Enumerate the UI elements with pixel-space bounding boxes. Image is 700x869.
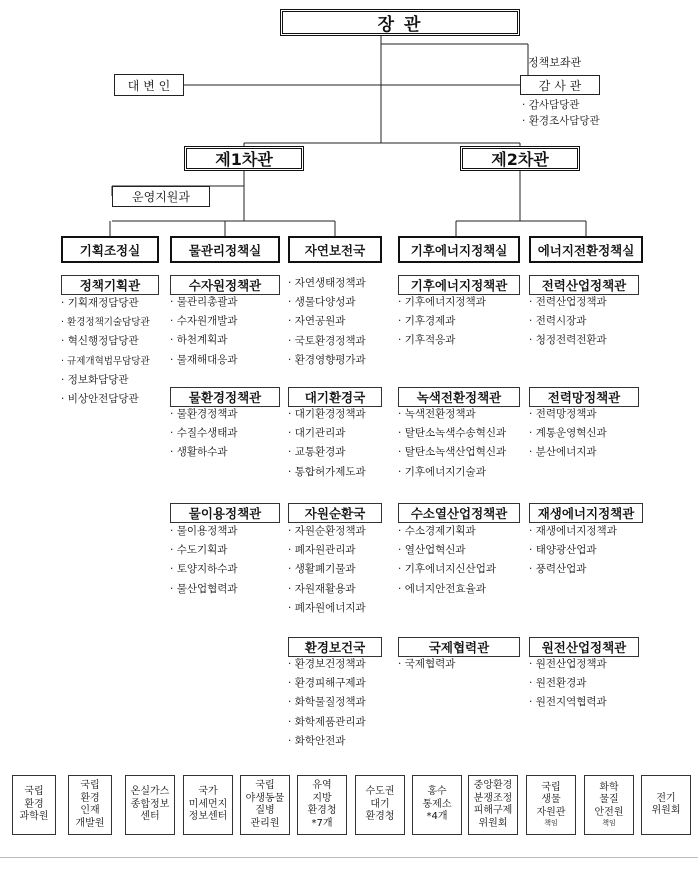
bureau-green-transition-items [398, 405, 506, 482]
bureau-resource-circulation-items [288, 522, 366, 618]
policy-advisor: 정책보좌관 [528, 56, 582, 69]
office-water: 물관리정책실 [170, 236, 280, 263]
agency-box: 중앙환경 분쟁조정 피해구제 위원회 [468, 775, 518, 835]
list-item: · 태양광산업과 [529, 541, 617, 560]
list-item: · 감사담당관 [522, 97, 600, 113]
list-item: · 기후에너지정책과 [398, 293, 486, 312]
bureau-water-resources: 수자원정책관 [170, 275, 280, 295]
bureau-hydrogen-heat: 수소열산업정책관 [398, 503, 520, 523]
bureau-water-use: 물이용정책관 [170, 503, 280, 523]
list-item: · 수소경제기획과 [398, 522, 496, 541]
list-item: · 청정전력전환과 [529, 331, 607, 350]
bureau-renewable-energy-items [529, 522, 617, 580]
list-item: · 풍력산업과 [529, 560, 617, 579]
list-item: · 혁신행정담당관 [61, 332, 150, 351]
list-item: · 환경피해구제과 [288, 674, 366, 693]
office-energy-transition: 에너지전환정책실 [529, 236, 643, 263]
bureau-env-health: 환경보건국 [288, 637, 382, 657]
list-item: · 교통환경과 [288, 443, 366, 462]
list-item: · 물산업협력과 [170, 580, 238, 599]
list-item: · 물환경정책과 [170, 405, 238, 424]
bureau-intl-cooperation-items [398, 655, 455, 674]
bureau-air-items [288, 405, 366, 482]
list-item: · 자연생태정책과 [288, 274, 366, 293]
list-item: · 환경영향평가과 [288, 351, 366, 370]
office-planning: 기획조정실 [61, 236, 159, 263]
office-climate-energy: 기후에너지정책실 [398, 236, 520, 263]
list-item: · 규제개혁법무담당관 [61, 352, 150, 371]
list-item: · 물관리총괄과 [170, 293, 238, 312]
list-item: · 자원순환정책과 [288, 522, 366, 541]
list-item: · 탈탄소녹색산업혁신과 [398, 443, 506, 462]
list-item: · 기후에너지신산업과 [398, 560, 496, 579]
list-item: · 환경정책기술담당관 [61, 313, 150, 332]
bureau-air: 대기환경국 [288, 387, 382, 407]
auditor-label: 감 사 관 [538, 78, 582, 93]
bureau-power-grid-items [529, 405, 607, 463]
list-item: · 폐자원에너지과 [288, 599, 366, 618]
bureau-power-industry: 전력산업정책관 [529, 275, 639, 295]
bureau-resource-circulation: 자원순환국 [288, 503, 382, 523]
agency-box: 홍수 통제소 *4개 [412, 775, 462, 835]
list-item: · 대기환경정책과 [288, 405, 366, 424]
agency-box: 전기 위원회 [641, 775, 691, 835]
list-item: · 재생에너지정책과 [529, 522, 617, 541]
agency-box: 수도권 대기 환경청 [355, 775, 405, 835]
list-item: · 수도기획과 [170, 541, 238, 560]
bureau-env-health-items [288, 655, 366, 751]
agency-box: 국가 미세먼지 정보센터 [183, 775, 233, 835]
list-item: · 토양지하수과 [170, 560, 238, 579]
bureau-climate-energy-policy-items [398, 293, 486, 351]
list-item: · 기후적응과 [398, 331, 486, 350]
bureau-power-grid: 전력망정책관 [529, 387, 639, 407]
list-item: · 녹색전환정책과 [398, 405, 506, 424]
minister-label: 장 관 [377, 15, 423, 35]
list-item: · 대기관리과 [288, 424, 366, 443]
bureau-renewable-energy: 재생에너지정책관 [529, 503, 643, 523]
list-item: · 화학안전과 [288, 732, 366, 751]
agency-box: 온실가스 종합정보 센터 [125, 775, 175, 835]
vice-minister-1-label: 제1차관 [215, 150, 273, 169]
list-item: · 전력시장과 [529, 312, 607, 331]
agency-box: 국립 환경 과학원 [12, 775, 56, 835]
list-item: · 폐자원관리과 [288, 541, 366, 560]
agency-box: 유역 지방 환경청 *7개 [297, 775, 347, 835]
bureau-power-industry-items [529, 293, 607, 351]
list-item: · 원전지역협력과 [529, 693, 607, 712]
bureau-water-use-items [170, 522, 238, 599]
bureau-policy-planning: 정책기획관 [61, 275, 159, 295]
list-item: · 수질수생태과 [170, 424, 238, 443]
bureau-nuclear-industry: 원전산업정책관 [529, 637, 639, 657]
list-item: · 전력망정책과 [529, 405, 607, 424]
auditor-items [522, 97, 600, 129]
support-division-label: 운영지원과 [132, 190, 190, 204]
list-item: · 정보화담당관 [61, 371, 150, 390]
list-item: · 기후에너지기술과 [398, 463, 506, 482]
list-item: · 에너지안전효율과 [398, 580, 496, 599]
list-item: · 통합허가제도과 [288, 463, 366, 482]
minister-box [280, 9, 520, 36]
vice-minister-2-box [460, 146, 580, 171]
bureau-climate-energy-policy: 기후에너지정책관 [398, 275, 520, 295]
list-item: · 환경조사담당관 [522, 113, 600, 129]
vice-minister-1-box [184, 146, 304, 171]
list-item: · 계통운영혁신과 [529, 424, 607, 443]
list-item: · 비상안전담당관 [61, 390, 150, 409]
list-item: · 하천계획과 [170, 331, 238, 350]
list-item: · 국토환경정책과 [288, 332, 366, 351]
office-nature: 자연보전국 [288, 236, 382, 263]
list-item: · 생활폐기물과 [288, 560, 366, 579]
agency-box: 국립 생물 자원관 책임 [526, 775, 576, 835]
agency-box: 화학 물질 안전원 책임 [584, 775, 634, 835]
auditor-box [520, 75, 600, 95]
list-item: · 물이용정책과 [170, 522, 238, 541]
bureau-nuclear-industry-items [529, 655, 607, 713]
agency-box: 국립 환경 인재 개발원 [68, 775, 112, 835]
list-item: · 원전산업정책과 [529, 655, 607, 674]
spokesperson-label: 대 변 인 [127, 78, 171, 93]
bureau-water-environment: 물환경정책관 [170, 387, 280, 407]
vice-minister-2-label: 제2차관 [491, 150, 549, 169]
list-item: · 기획재정담당관 [61, 294, 150, 313]
bureau-water-resources-items [170, 293, 238, 370]
list-item: · 환경보건정책과 [288, 655, 366, 674]
support-division-box [112, 186, 210, 207]
list-item: · 자원재활용과 [288, 580, 366, 599]
nature-bureau-items [288, 274, 366, 370]
list-item: · 화학물질정책과 [288, 693, 366, 712]
agency-box: 국립 야생동물 질병 관리원 [240, 775, 290, 835]
spokesperson-box [114, 74, 184, 96]
list-item: · 기후경제과 [398, 312, 486, 331]
list-item: · 수자원개발과 [170, 312, 238, 331]
bureau-policy-planning-items [61, 294, 150, 409]
list-item: · 열산업혁신과 [398, 541, 496, 560]
bureau-water-environment-items [170, 405, 238, 463]
bureau-hydrogen-heat-items [398, 522, 496, 599]
list-item: · 생물다양성과 [288, 293, 366, 312]
list-item: · 국제협력과 [398, 655, 455, 674]
list-item: · 자연공원과 [288, 312, 366, 331]
bureau-intl-cooperation: 국제협력관 [398, 637, 520, 657]
list-item: · 생활하수과 [170, 443, 238, 462]
list-item: · 탈탄소녹색수송혁신과 [398, 424, 506, 443]
list-item: · 전력산업정책과 [529, 293, 607, 312]
bureau-green-transition: 녹색전환정책관 [398, 387, 520, 407]
list-item: · 분산에너지과 [529, 443, 607, 462]
list-item: · 원전환경과 [529, 674, 607, 693]
list-item: · 화학제품관리과 [288, 713, 366, 732]
list-item: · 물재해대응과 [170, 351, 238, 370]
